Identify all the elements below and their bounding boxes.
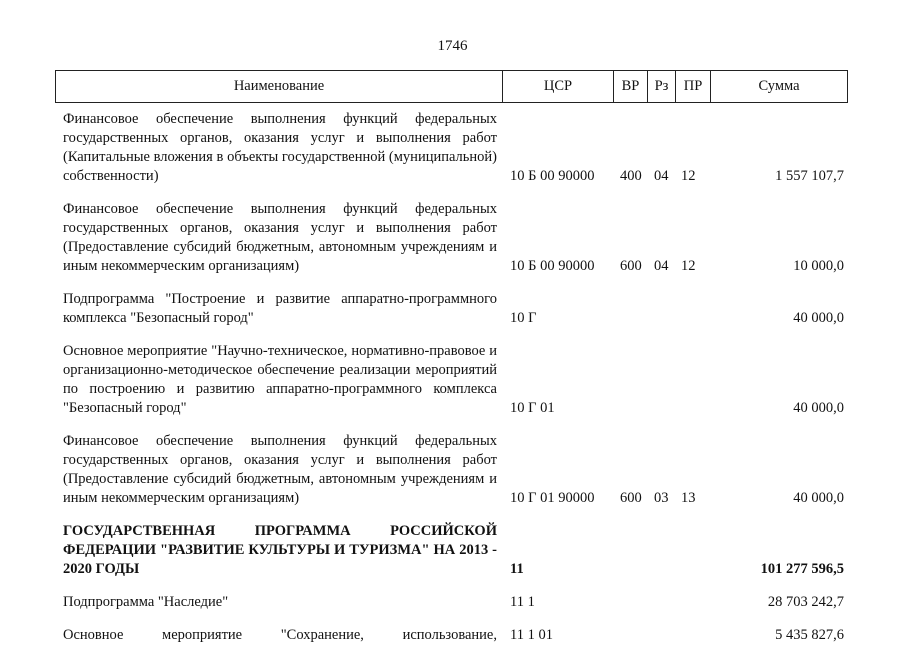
row-sum: 40 000,0	[793, 310, 844, 326]
row-sum: 40 000,0	[793, 490, 844, 506]
row-csr: 10 Г	[510, 310, 537, 326]
row-name: Подпрограмма "Построение и развитие аппаратно-программного комплекса "Безопасный город"	[63, 291, 497, 326]
row-csr: 11 1 01	[510, 627, 553, 643]
page-number: 1746	[437, 38, 468, 54]
row-rz: 03	[654, 490, 669, 506]
row-rz: 04	[654, 258, 669, 274]
row-name: ГОСУДАРСТВЕННАЯ ПРОГРАММА РОССИЙСКОЙ ФЕДЕРАЦИИ "РАЗВИТИЕ КУЛЬТУРЫ И ТУРИЗМА" НА 2013 - 2020 ГОДЫ	[63, 523, 497, 577]
row-sum: 40 000,0	[793, 400, 844, 416]
header-sum: Сумма	[758, 78, 800, 94]
row-csr: 10 Б 00 90000	[510, 258, 595, 274]
row-name: Финансовое обеспечение выполнения функций федеральных государственных органов, оказания услуг и выполнения работ (Предоставление субсидий бюджетным, автономным учреждениям и иным некоммерческим организациям)	[63, 433, 497, 506]
row-csr: 11 1	[510, 594, 535, 610]
header-pr: ПР	[676, 71, 711, 102]
row-vr: 600	[620, 258, 642, 274]
table-row	[0, 342, 905, 418]
row-csr: 10 Б 00 90000	[510, 168, 595, 184]
header-name: Наименование	[56, 71, 503, 102]
row-csr: 10 Г 01 90000	[510, 490, 595, 506]
row-name: Подпрограмма "Наследие"	[63, 594, 229, 610]
table-row	[0, 200, 905, 276]
row-vr: 600	[620, 490, 642, 506]
table-row	[0, 432, 905, 508]
row-pr: 12	[681, 168, 696, 184]
row-name: Основное мероприятие "Сохранение, использование,	[63, 627, 497, 643]
table-row	[0, 110, 905, 186]
header-vr: ВР	[614, 71, 648, 102]
row-sum: 101 277 596,5	[760, 561, 844, 577]
table-row	[0, 290, 905, 328]
header-rz: Рз	[648, 71, 676, 102]
row-name: Финансовое обеспечение выполнения функций федеральных государственных органов, оказания услуг и выполнения работ (Капитальные вложения в объекты государственной (муниципальной) собственности)	[63, 111, 497, 184]
row-pr: 12	[681, 258, 696, 274]
row-sum: 10 000,0	[793, 258, 844, 274]
table-row	[0, 593, 905, 612]
row-csr: 10 Г 01	[510, 400, 555, 416]
row-sum: 5 435 827,6	[775, 627, 844, 643]
row-name: Финансовое обеспечение выполнения функций федеральных государственных органов, оказания услуг и выполнения работ (Предоставление субсидий бюджетным, автономным учреждениям и иным некоммерческим организациям)	[63, 201, 497, 274]
table-header	[55, 70, 848, 103]
budget-table-body	[0, 110, 905, 645]
row-sum: 28 703 242,7	[767, 594, 844, 610]
table-row	[0, 626, 905, 645]
table-row-program	[0, 522, 905, 579]
row-name: Основное мероприятие "Научно-техническое, нормативно-правовое и организационно-методическое обеспечение реализации мероприятий по построению и развитию аппаратно-программного комплекса "Безопасный город"	[63, 343, 497, 416]
header-csr: ЦСР	[503, 71, 614, 102]
row-csr: 11	[510, 561, 524, 577]
row-vr: 400	[620, 168, 642, 184]
row-sum: 1 557 107,7	[775, 168, 844, 184]
row-rz: 04	[654, 168, 669, 184]
row-pr: 13	[681, 490, 696, 506]
